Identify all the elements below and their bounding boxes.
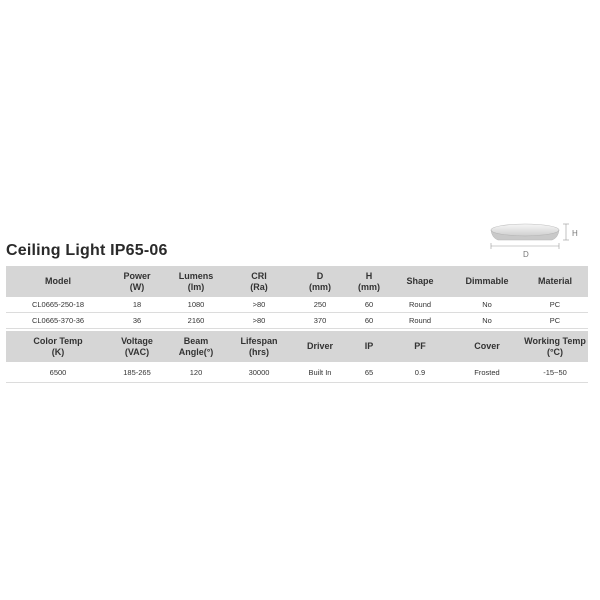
column-header	[6, 266, 110, 297]
table-row	[6, 362, 588, 383]
table-cell: 185-265	[110, 362, 164, 383]
column-header-label: Model	[45, 276, 71, 286]
column-header-unit: (hrs)	[249, 346, 269, 357]
column-header	[350, 331, 388, 362]
table-cell: 60	[350, 297, 388, 313]
drawing-label-h: H	[572, 229, 578, 238]
column-header-label: Lumens	[178, 270, 214, 281]
ceiling-light-drawing	[488, 216, 588, 262]
column-header-unit: (°C)	[546, 346, 564, 357]
column-header-label: Material	[537, 276, 572, 286]
column-header-unit: (mm)	[309, 281, 331, 292]
column-header-unit: (lm)	[187, 281, 205, 292]
column-header-label: Voltage	[121, 335, 153, 346]
table-cell: -15~50	[522, 362, 588, 383]
column-header-label: CRI	[251, 270, 267, 281]
column-header	[522, 331, 588, 362]
column-header-label: H	[365, 270, 373, 281]
column-header-label: PF	[414, 341, 426, 351]
table-cell: Round	[388, 297, 452, 313]
column-header-label: Color Temp	[33, 335, 83, 346]
table-cell: 65	[350, 362, 388, 383]
column-header-label: Driver	[306, 341, 333, 351]
column-header-label: Working Temp	[524, 335, 586, 346]
column-header-unit: Angle(°)	[178, 346, 214, 357]
table-cell: 18	[110, 297, 164, 313]
table-cell: >80	[228, 297, 290, 313]
table-cell: PC	[522, 313, 588, 329]
column-header	[388, 331, 452, 362]
column-header	[452, 266, 522, 297]
column-header-label: Beam	[183, 335, 209, 346]
column-header	[228, 331, 290, 362]
column-header	[290, 331, 350, 362]
table-cell: No	[452, 297, 522, 313]
column-header	[110, 266, 164, 297]
table-cell: 2160	[164, 313, 228, 329]
table-cell: No	[452, 313, 522, 329]
spec-table	[6, 266, 588, 383]
table-cell: 0.9	[388, 362, 452, 383]
table-cell: Round	[388, 313, 452, 329]
column-header	[350, 266, 388, 297]
table-cell: 120	[164, 362, 228, 383]
table-cell: Built In	[290, 362, 350, 383]
column-header-unit: (mm)	[358, 281, 380, 292]
column-header-label: Lifespan	[240, 335, 278, 346]
table-cell: 30000	[228, 362, 290, 383]
table-cell: 60	[350, 313, 388, 329]
column-header-label: Shape	[406, 276, 434, 286]
table-cell: Frosted	[452, 362, 522, 383]
column-header-unit: (W)	[129, 281, 145, 292]
drawing-label-d: D	[523, 250, 529, 259]
page-title: Ceiling Light IP65-06	[6, 242, 168, 259]
column-header	[6, 331, 110, 362]
column-header-unit: (VAC)	[124, 346, 150, 357]
column-header-label: IP	[364, 341, 374, 351]
column-header	[388, 266, 452, 297]
table-row	[6, 313, 588, 329]
column-header-unit: (K)	[51, 346, 65, 357]
table-cell: 370	[290, 313, 350, 329]
column-header-label: Power	[123, 270, 151, 281]
column-header	[522, 266, 588, 297]
table-cell: CL0665-370-36	[6, 313, 110, 329]
table-cell: CL0665-250-18	[6, 297, 110, 313]
column-header-label: Dimmable	[465, 276, 509, 286]
column-header-unit: (Ra)	[250, 281, 268, 292]
column-header	[110, 331, 164, 362]
table2-header-row	[6, 331, 588, 362]
table1-header-row	[6, 266, 588, 297]
table-cell: PC	[522, 297, 588, 313]
column-header	[164, 266, 228, 297]
column-header	[228, 266, 290, 297]
table-cell: 36	[110, 313, 164, 329]
table-cell: 6500	[6, 362, 110, 383]
column-header-label: D	[316, 270, 324, 281]
table-cell: 250	[290, 297, 350, 313]
table-cell: >80	[228, 313, 290, 329]
table-row	[6, 297, 588, 313]
column-header-label: Cover	[474, 341, 500, 351]
table-cell: 1080	[164, 297, 228, 313]
column-header	[164, 331, 228, 362]
column-header	[290, 266, 350, 297]
column-header	[452, 331, 522, 362]
